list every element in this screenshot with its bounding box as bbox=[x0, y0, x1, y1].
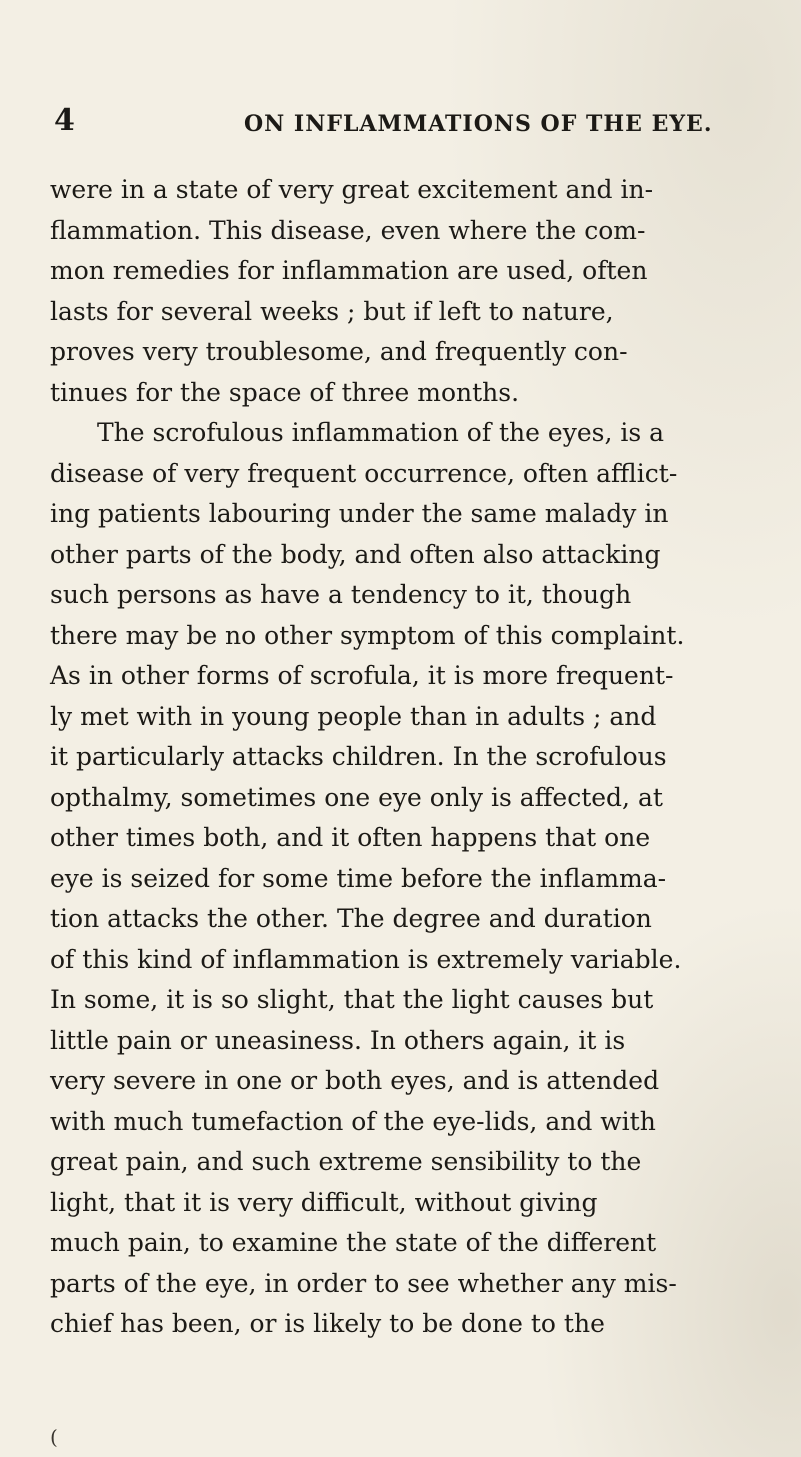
text-line: parts of the eye, in order to see whether any mis- bbox=[50, 1268, 677, 1298]
text-line: opthalmy, sometimes one eye only is affected, at bbox=[50, 782, 663, 812]
page-number: 4 bbox=[54, 103, 75, 138]
page-header bbox=[54, 103, 734, 143]
text-line: much pain, to examine the state of the different bbox=[50, 1228, 657, 1257]
text-line: ly met with in young people than in adults ; and bbox=[50, 701, 657, 731]
text-line: of this kind of inflammation is extremely variable. bbox=[50, 944, 682, 974]
text-line: such persons as have a tendency to it, though bbox=[50, 580, 632, 609]
text-line: chief has been, or is likely to be done to the bbox=[50, 1309, 605, 1338]
text-line: great pain, and such extreme sensibility to the bbox=[50, 1147, 642, 1176]
text-line: with much tumefaction of the eye-lids, and with bbox=[50, 1106, 656, 1136]
body-text bbox=[50, 170, 740, 1345]
text-line: disease of very frequent occurrence, often afflict- bbox=[50, 458, 678, 488]
text-line: other times both, and it often happens that one bbox=[50, 823, 651, 852]
paragraph-start-line: The scrofulous inflammation of the eyes, is a bbox=[97, 418, 665, 447]
text-line: it particularly attacks children. In the scrofulous bbox=[50, 742, 667, 771]
text-line: little pain or uneasiness. In others again, it is bbox=[50, 1025, 626, 1055]
text-line: other parts of the body, and often also attacking bbox=[50, 539, 661, 569]
running-head: ON INFLAMMATIONS OF THE EYE. bbox=[244, 111, 713, 137]
text-line: proves very troublesome, and frequently con- bbox=[50, 337, 628, 366]
margin-mark: ( bbox=[50, 1425, 58, 1449]
text-line: tinues for the space of three months. bbox=[50, 377, 520, 407]
text-line: lasts for several weeks ; but if left to nature, bbox=[50, 296, 614, 326]
text-line: mon remedies for inflammation are used, often bbox=[50, 256, 648, 285]
text-line: flammation. This disease, even where the com- bbox=[50, 215, 646, 245]
text-line: As in other forms of scrofula, it is more frequent- bbox=[50, 661, 674, 690]
text-line: eye is seized for some time before the inflamma- bbox=[50, 863, 667, 893]
text-line: light, that it is very difficult, without giving bbox=[50, 1187, 598, 1217]
text-line: very severe in one or both eyes, and is attended bbox=[50, 1066, 660, 1095]
text-line: were in a state of very great excitement and in- bbox=[50, 175, 654, 204]
text-line: ing patients labouring under the same malady in bbox=[50, 499, 669, 528]
text-line: there may be no other symptom of this complaint. bbox=[50, 620, 685, 650]
text-line: tion attacks the other. The degree and duration bbox=[50, 904, 652, 933]
text-line: In some, it is so slight, that the light causes but bbox=[50, 985, 654, 1014]
